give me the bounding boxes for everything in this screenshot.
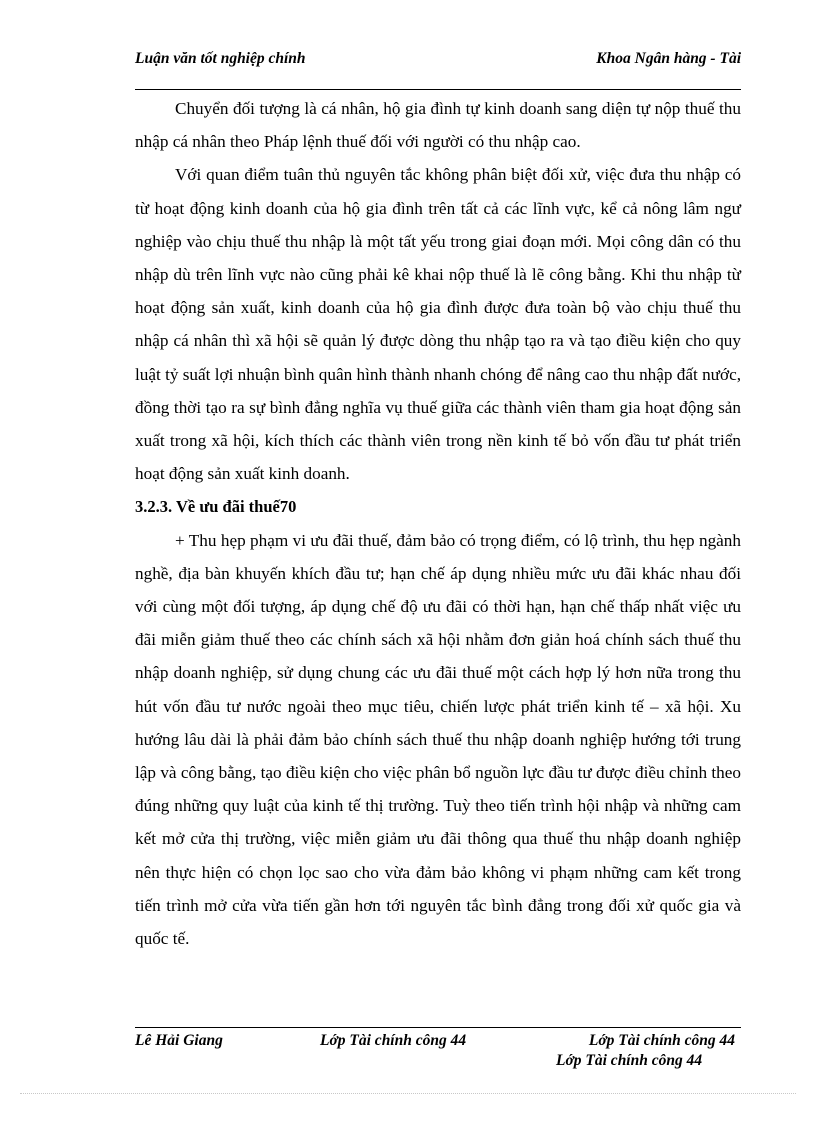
page-bottom-border	[20, 1093, 796, 1094]
header-thesis-title: Luận văn tốt nghiệp chính	[135, 50, 306, 67]
page-body	[135, 92, 741, 955]
footer-class-label-right: Lớp Tài chính công 44	[588, 1032, 735, 1049]
footer-class-label-second: Lớp Tài chính công 44	[556, 1052, 703, 1069]
footer-divider	[135, 1027, 741, 1028]
body-paragraph: + Thu hẹp phạm vi ưu đãi thuế, đảm bảo có trọng điểm, có lộ trình, thu hẹp ngành nghề, địa bàn khuyến khích đầu tư; hạn chế áp dụng nhiều mức ưu đãi khác nhau đối với cùng một đối tượng, áp dụng chế độ ưu đãi có thời hạn, hạn chế thấp nhất việc ưu đãi miễn giảm thuế theo các chính sách xã hội nhằm đơn giản hoá chính sách thuế thu nhập doanh nghiệp, sử dụng chung các ưu đãi thuế một cách hợp lý hơn nữa trong thu hút vốn đầu tư nước ngoài theo mục tiêu, chiến lược phát triển kinh tế – xã hội. Xu hướng lâu dài là phải đảm bảo chính sách thuế thu nhập doanh nghiệp hướng tới trung lập và công bằng, tạo điều kiện cho việc phân bổ nguồn lực đầu tư được điều chỉnh theo đúng những quy luật của kinh tế thị trường. Tuỳ theo tiến trình hội nhập và những cam kết mở cửa thị trường, việc miễn giảm ưu đãi thông qua thuế thu nhập doanh nghiệp nên thực hiện có chọn lọc sao cho vừa đảm bảo không vi phạm những cam kết trong tiến trình mở cửa vừa tiến gần hơn tới nguyên tắc bình đẳng trong đối xử quốc gia và quốc tế.	[135, 530, 741, 949]
page-header	[135, 50, 741, 92]
footer-author: Lê Hải Giang	[135, 1032, 223, 1049]
header-faculty-title: Khoa Ngân hàng - Tài	[596, 50, 741, 67]
page-footer	[135, 1031, 741, 1071]
header-divider	[135, 89, 741, 90]
body-paragraph: Chuyển đối tượng là cá nhân, hộ gia đình tự kinh doanh sang diện tự nộp thuế thu nhập cá nhân theo Pháp lệnh thuế đối với người có thu nhập cao.	[135, 99, 741, 152]
body-paragraph: Với quan điểm tuân thủ nguyên tắc không phân biệt đối xử, việc đưa thu nhập có từ hoạt động kinh doanh của hộ gia đình trên tất cả các lĩnh vực, kể cả nông lâm ngư nghiệp vào chịu thuế thu nhập là một tất yếu trong giai đoạn mới. Mọi công dân có thu nhập dù trên lĩnh vực nào cũng phải kê khai nộp thuế là lẽ công bằng. Khi thu nhập từ hoạt động sản xuất, kinh doanh của hộ gia đình được đưa toàn bộ vào chịu thuế thu nhập cá nhân thì xã hội sẽ quản lý được dòng thu nhập tạo ra và tạo điều kiện cho quy luật tỷ suất lợi nhuận bình quân hình thành nhanh chóng để nâng cao thu nhập đất nước, đồng thời tạo ra sự bình đẳng nghĩa vụ thuế giữa các thành viên tham gia hoạt động sản xuất trong xã hội, kích thích các thành viên trong nền kinh tế bỏ vốn đầu tư phát triển hoạt động sản xuất kinh doanh.	[135, 165, 742, 484]
footer-class-label: Lớp Tài chính công 44	[320, 1032, 467, 1049]
section-heading: 3.2.3. Về ưu đãi thuế70	[135, 497, 297, 517]
